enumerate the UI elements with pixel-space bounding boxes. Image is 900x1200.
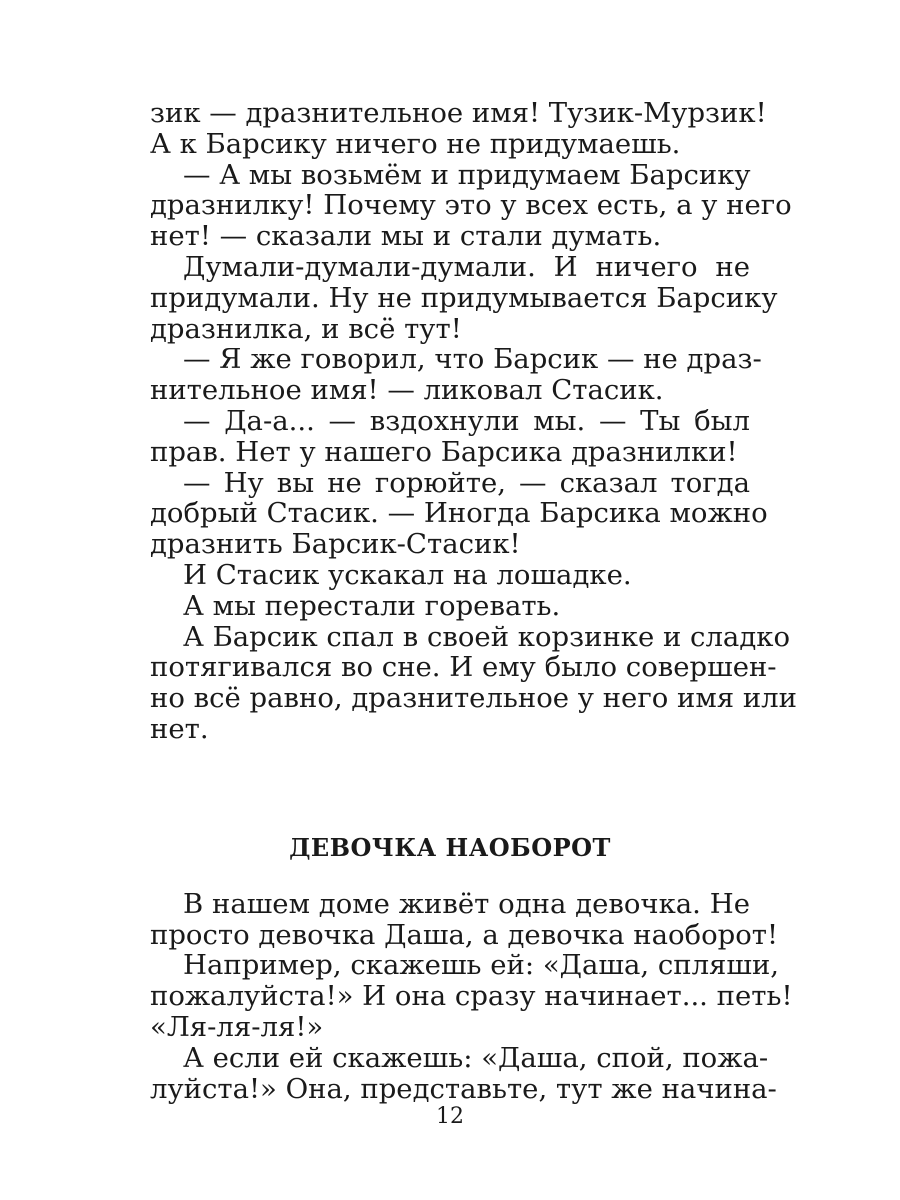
chapter-text	[150, 887, 793, 1105]
text-line: луйста!» Она, представьте, тут же начина-	[150, 1072, 777, 1105]
text-line: но всё равно, дразнительное у него имя или	[150, 682, 797, 715]
text-line: просто девочка Даша, а девочка наоборот!	[150, 918, 779, 951]
text-line: дразнить Барсик-Стасик!	[150, 528, 521, 561]
text-line: — Да-а... — вздохнули мы. — Ты был	[183, 404, 750, 437]
text-line: А если ей скажешь: «Даша, спой, пожа-	[183, 1041, 769, 1074]
text-line: зик — дразнительное имя! Тузик-Мурзик!	[150, 97, 767, 129]
text-line: — Я же говорил, что Барсик — не драз-	[183, 343, 762, 376]
text-line: А к Барсику ничего не придумаешь.	[150, 127, 681, 160]
text-line: Думали-думали-думали. И ничего не	[183, 250, 750, 283]
chapter-title: ДЕВОЧКА НАОБОРОТ	[289, 832, 611, 862]
text-line: нет.	[150, 712, 209, 745]
text-line: — Ну вы не горюйте, — сказал тогда	[183, 466, 750, 499]
text-line: Например, скажешь ей: «Даша, спляши,	[183, 949, 780, 982]
text-line: «Ля-ля-ля!»	[150, 1010, 324, 1043]
text-line: добрый Стасик. — Иногда Барсика можно	[150, 497, 768, 530]
text-line: нет! — сказали мы и стали думать.	[150, 220, 662, 253]
text-line: дразнилка, и всё тут!	[150, 312, 462, 345]
section-gap	[150, 745, 750, 833]
text-line: прав. Нет у нашего Барсика дразнилки!	[150, 435, 738, 468]
text-line: А мы перестали горевать.	[183, 589, 561, 622]
page-number: 12	[436, 1104, 464, 1129]
text-line: И Стасик ускакал на лошадке.	[183, 558, 632, 591]
text-line: пожалуйста!» И она сразу начинает... петь!	[150, 980, 793, 1013]
page-body	[150, 97, 797, 1105]
text-line: нительное имя! — ликовал Стасик.	[150, 374, 664, 407]
story-text	[150, 97, 797, 745]
text-line: потягивался во сне. И ему было совершен-	[150, 651, 777, 684]
text-line: А Барсик спал в своей корзинке и сладко	[183, 620, 791, 653]
text-line: придумали. Ну не придумывается Барсику	[150, 281, 778, 314]
text-line: дразнилку! Почему это у всех есть, а у него	[150, 189, 792, 222]
text-line: — А мы возьмём и придумаем Барсику	[183, 158, 751, 191]
text-line: В нашем доме живёт одна девочка. Не	[183, 887, 750, 920]
